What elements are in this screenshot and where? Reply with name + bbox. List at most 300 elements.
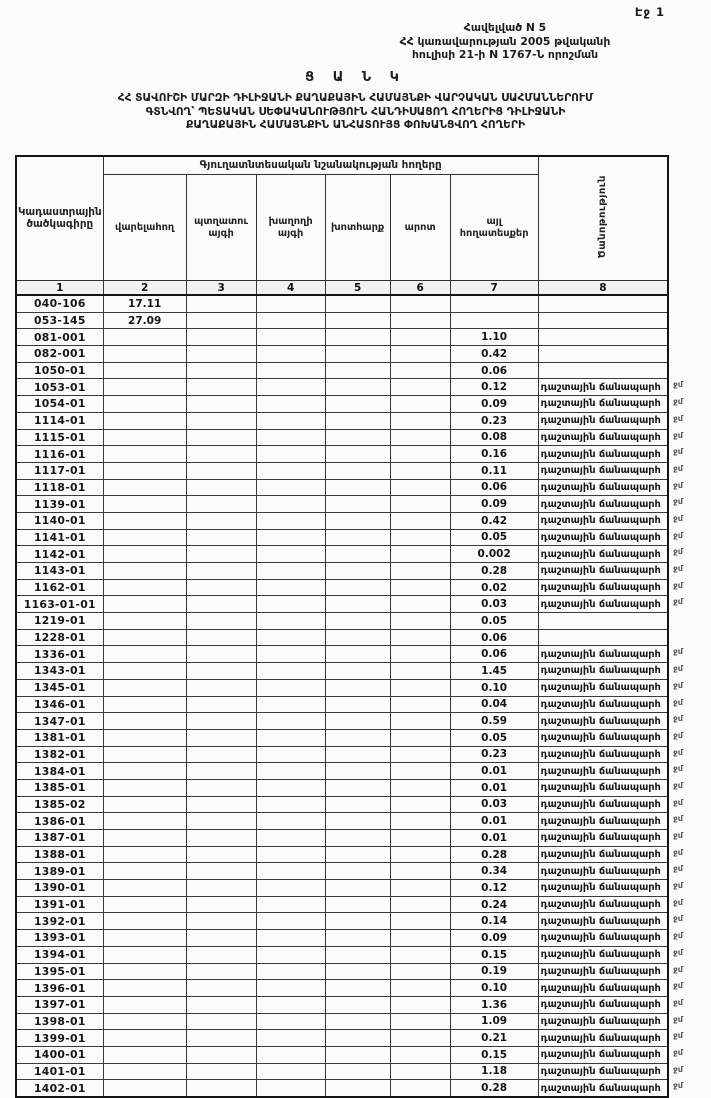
cell-note	[538, 512, 683, 529]
margin-scan-artifact: ջմ	[673, 730, 683, 740]
cell-note	[538, 679, 683, 696]
cell-arable-value	[103, 496, 186, 513]
cell-note	[538, 379, 683, 396]
cell-vineyard-value	[256, 1030, 325, 1047]
cell-pasture-value	[390, 1080, 450, 1097]
cell-orchard-value	[186, 429, 256, 446]
cell-note	[538, 1030, 683, 1047]
cell-arable-value	[103, 396, 186, 413]
cell-hayfield-value	[325, 496, 390, 513]
table-row	[16, 980, 668, 997]
margin-scan-artifact: ջմ	[673, 463, 683, 473]
cell-pasture-value	[390, 579, 450, 596]
cell-hayfield-value	[325, 796, 390, 813]
cell-pasture-value	[390, 362, 450, 379]
cell-arable-value	[103, 362, 186, 379]
cell-other-lands-value: 0.06	[450, 629, 538, 646]
cell-arable-value	[103, 613, 186, 630]
cell-arable-value	[103, 930, 186, 947]
column-number: 1	[16, 281, 103, 296]
cell-other-lands-value: 0.42	[450, 346, 538, 363]
cell-arable-value	[103, 763, 186, 780]
cell-hayfield-value	[325, 696, 390, 713]
cell-orchard-value	[186, 446, 256, 463]
cell-arable-value	[103, 729, 186, 746]
table-row	[16, 963, 668, 980]
cell-vineyard-value	[256, 1063, 325, 1080]
note-text: դաշտային ճանապարհ	[540, 965, 661, 977]
cell-orchard-value	[186, 329, 256, 346]
cell-pasture-value	[390, 446, 450, 463]
cell-orchard-value	[186, 679, 256, 696]
cell-orchard-value	[186, 312, 256, 329]
cell-hayfield-value	[325, 362, 390, 379]
cell-other-lands-value: 0.01	[450, 813, 538, 830]
cell-pasture-value	[390, 846, 450, 863]
cell-hayfield-value	[325, 546, 390, 563]
cell-hayfield-value	[325, 679, 390, 696]
cell-cadastral-code: 1392-01	[16, 913, 103, 930]
cell-orchard-value	[186, 663, 256, 680]
cell-cadastral-code: 1390-01	[16, 880, 103, 897]
cell-other-lands-value: 0.12	[450, 379, 538, 396]
cell-note	[538, 763, 683, 780]
cell-hayfield-value	[325, 880, 390, 897]
cell-hayfield-value	[325, 462, 390, 479]
note-text: դաշտային ճանապարհ	[540, 1065, 661, 1077]
cell-other-lands-value: 1.36	[450, 996, 538, 1013]
table-row	[16, 429, 668, 446]
cell-hayfield-value	[325, 963, 390, 980]
table-row	[16, 329, 668, 346]
cell-orchard-value	[186, 563, 256, 580]
cell-note	[538, 563, 683, 580]
cell-pasture-value	[390, 863, 450, 880]
cell-arable-value	[103, 1046, 186, 1063]
cell-arable-value	[103, 996, 186, 1013]
cell-orchard-value	[186, 496, 256, 513]
cell-other-lands-value: 0.42	[450, 512, 538, 529]
cell-note	[538, 930, 683, 947]
cell-hayfield-value	[325, 946, 390, 963]
cell-arable-value	[103, 863, 186, 880]
header-fruit-orchard: պտղատու այգի	[186, 175, 256, 281]
cell-arable-value	[103, 913, 186, 930]
cell-vineyard-value	[256, 696, 325, 713]
note-text: դաշտային ճանապարհ	[540, 865, 661, 877]
cell-pasture-value	[390, 830, 450, 847]
margin-scan-artifact: ջմ	[673, 747, 683, 757]
column-number-row	[16, 281, 668, 296]
cell-vineyard-value	[256, 295, 325, 312]
cell-arable-value	[103, 746, 186, 763]
table-row	[16, 1080, 668, 1097]
margin-scan-artifact: ջմ	[673, 931, 683, 941]
cell-cadastral-code: 1382-01	[16, 746, 103, 763]
cell-arable-value	[103, 629, 186, 646]
cell-other-lands-value: 0.02	[450, 579, 538, 596]
cell-cadastral-code: 1387-01	[16, 830, 103, 847]
note-text: դաշտային ճանապարհ	[540, 548, 661, 560]
note-text: դաշտային ճանապարհ	[540, 431, 661, 443]
cell-orchard-value	[186, 696, 256, 713]
cell-pasture-value	[390, 813, 450, 830]
cell-pasture-value	[390, 729, 450, 746]
cell-orchard-value	[186, 396, 256, 413]
cell-hayfield-value	[325, 629, 390, 646]
margin-scan-artifact: ջմ	[673, 380, 683, 390]
cell-hayfield-value	[325, 1013, 390, 1030]
cell-other-lands-value: 0.11	[450, 462, 538, 479]
note-text: դաշտային ճանապարհ	[540, 899, 661, 911]
cell-hayfield-value	[325, 579, 390, 596]
cell-cadastral-code: 1346-01	[16, 696, 103, 713]
margin-scan-artifact: ջմ	[673, 1031, 683, 1041]
cell-vineyard-value	[256, 863, 325, 880]
cell-hayfield-value	[325, 863, 390, 880]
cell-other-lands-value: 0.06	[450, 646, 538, 663]
note-text: դաշտային ճանապարհ	[540, 565, 661, 577]
cell-vineyard-value	[256, 629, 325, 646]
cell-cadastral-code: 1336-01	[16, 646, 103, 663]
note-text: դաշտային ճանապարհ	[540, 1015, 661, 1027]
cell-cadastral-code: 1391-01	[16, 896, 103, 913]
cell-hayfield-value	[325, 1080, 390, 1097]
cell-arable-value	[103, 579, 186, 596]
cell-vineyard-value	[256, 846, 325, 863]
margin-scan-artifact: ջմ	[673, 981, 683, 991]
cell-cadastral-code: 1398-01	[16, 1013, 103, 1030]
table-row	[16, 696, 668, 713]
cell-arable-value	[103, 830, 186, 847]
cell-other-lands-value: 0.09	[450, 496, 538, 513]
cell-other-lands-value: 0.21	[450, 1030, 538, 1047]
cell-cadastral-code: 1389-01	[16, 863, 103, 880]
cell-hayfield-value	[325, 295, 390, 312]
cell-orchard-value	[186, 913, 256, 930]
cell-other-lands-value: 0.10	[450, 679, 538, 696]
cell-note	[538, 830, 683, 847]
cell-cadastral-code: 1396-01	[16, 980, 103, 997]
cell-note	[538, 429, 683, 446]
cell-orchard-value	[186, 613, 256, 630]
table-row	[16, 746, 668, 763]
cell-cadastral-code: 1143-01	[16, 563, 103, 580]
cell-arable-value	[103, 446, 186, 463]
table-row	[16, 813, 668, 830]
cell-other-lands-value: 1.10	[450, 329, 538, 346]
note-text: դաշտային ճանապարհ	[540, 665, 661, 677]
appendix-line: ՀՀ կառավարության 2005 թվականի	[399, 34, 611, 48]
cell-other-lands-value: 0.28	[450, 563, 538, 580]
cell-note	[538, 779, 683, 796]
margin-scan-artifact: ջմ	[673, 413, 683, 423]
cell-orchard-value	[186, 546, 256, 563]
cell-pasture-value	[390, 1063, 450, 1080]
header-arable-land: վարելահող	[103, 175, 186, 281]
cell-hayfield-value	[325, 596, 390, 613]
cell-orchard-value	[186, 629, 256, 646]
cell-other-lands-value: 0.06	[450, 362, 538, 379]
cell-vineyard-value	[256, 880, 325, 897]
cell-hayfield-value	[325, 1046, 390, 1063]
cell-arable-value	[103, 546, 186, 563]
header-cadastral-code: Կադաստրային ծածկագիրը	[16, 156, 103, 281]
cell-hayfield-value	[325, 896, 390, 913]
cell-orchard-value	[186, 830, 256, 847]
margin-scan-artifact: ջմ	[673, 580, 683, 590]
cell-arable-value	[103, 1080, 186, 1097]
cell-other-lands-value: 0.01	[450, 779, 538, 796]
margin-scan-artifact: ջմ	[673, 647, 683, 657]
cell-orchard-value	[186, 646, 256, 663]
note-text: դաշտային ճանապարհ	[540, 682, 661, 694]
table-row	[16, 830, 668, 847]
table-row	[16, 312, 668, 329]
cell-orchard-value	[186, 462, 256, 479]
cell-note	[538, 880, 683, 897]
note-text: դաշտային ճանապարհ	[540, 498, 661, 510]
cell-vineyard-value	[256, 646, 325, 663]
cell-arable-value	[103, 1030, 186, 1047]
table-row	[16, 946, 668, 963]
cell-cadastral-code: 1163-01-01	[16, 596, 103, 613]
cell-orchard-value	[186, 796, 256, 813]
column-number: 4	[256, 281, 325, 296]
cell-cadastral-code: 040-106	[16, 295, 103, 312]
cell-other-lands-value: 0.03	[450, 596, 538, 613]
cell-vineyard-value	[256, 746, 325, 763]
cell-cadastral-code: 1347-01	[16, 713, 103, 730]
note-header-vertical-text: Ծանոթություն	[597, 175, 609, 259]
cell-vineyard-value	[256, 479, 325, 496]
cell-cadastral-code: 1054-01	[16, 396, 103, 413]
cell-vineyard-value	[256, 412, 325, 429]
note-text: դաշտային ճանապարհ	[540, 748, 661, 760]
margin-scan-artifact: ջմ	[673, 397, 683, 407]
cell-pasture-value	[390, 880, 450, 897]
cell-cadastral-code: 1139-01	[16, 496, 103, 513]
table-row	[16, 763, 668, 780]
margin-scan-artifact: ջմ	[673, 1064, 683, 1074]
cell-orchard-value	[186, 295, 256, 312]
cell-arable-value	[103, 1063, 186, 1080]
table-row	[16, 913, 668, 930]
cell-cadastral-code: 1219-01	[16, 613, 103, 630]
margin-scan-artifact: ջմ	[673, 780, 683, 790]
cell-arable-value	[103, 563, 186, 580]
note-text: դաշտային ճանապարհ	[540, 999, 661, 1011]
cell-note	[538, 596, 683, 613]
cell-pasture-value	[390, 529, 450, 546]
cell-orchard-value	[186, 963, 256, 980]
cell-vineyard-value	[256, 1013, 325, 1030]
cell-vineyard-value	[256, 1080, 325, 1097]
cell-arable-value	[103, 713, 186, 730]
note-text: դաշտային ճանապարհ	[540, 882, 661, 894]
margin-scan-artifact: ջմ	[673, 430, 683, 440]
cell-orchard-value	[186, 596, 256, 613]
cell-arable-value	[103, 596, 186, 613]
cell-cadastral-code: 1385-01	[16, 779, 103, 796]
cell-cadastral-code: 1400-01	[16, 1046, 103, 1063]
cell-vineyard-value	[256, 913, 325, 930]
cell-pasture-value	[390, 763, 450, 780]
cell-hayfield-value	[325, 479, 390, 496]
cell-cadastral-code: 1228-01	[16, 629, 103, 646]
cell-arable-value	[103, 529, 186, 546]
cell-cadastral-code: 1343-01	[16, 663, 103, 680]
cell-vineyard-value	[256, 1046, 325, 1063]
cell-other-lands-value: 0.59	[450, 713, 538, 730]
table-row	[16, 346, 668, 363]
margin-scan-artifact: ջմ	[673, 530, 683, 540]
note-text: դաշտային ճանապարհ	[540, 481, 661, 493]
cell-pasture-value	[390, 512, 450, 529]
cell-other-lands-value: 0.09	[450, 930, 538, 947]
cell-orchard-value	[186, 779, 256, 796]
cell-orchard-value	[186, 346, 256, 363]
note-text: դաշտային ճանապարհ	[540, 1049, 661, 1061]
cell-other-lands-value: 0.16	[450, 446, 538, 463]
margin-scan-artifact: ջմ	[673, 897, 683, 907]
cell-hayfield-value	[325, 429, 390, 446]
cell-other-lands-value: 1.18	[450, 1063, 538, 1080]
cell-vineyard-value	[256, 512, 325, 529]
cell-vineyard-value	[256, 396, 325, 413]
note-text: դաշտային ճանապարհ	[540, 582, 661, 594]
cell-pasture-value	[390, 412, 450, 429]
cell-note	[538, 446, 683, 463]
cell-pasture-value	[390, 629, 450, 646]
note-text: դաշտային ճանապարհ	[540, 732, 661, 744]
cell-note	[538, 646, 683, 663]
cell-cadastral-code: 1345-01	[16, 679, 103, 696]
cell-note	[538, 362, 668, 379]
cell-other-lands-value: 0.01	[450, 830, 538, 847]
cell-pasture-value	[390, 796, 450, 813]
cell-pasture-value	[390, 546, 450, 563]
cell-arable-value	[103, 346, 186, 363]
cell-arable-value	[103, 796, 186, 813]
land-transfer-table	[15, 155, 683, 1098]
cell-note	[538, 613, 668, 630]
cell-arable-value	[103, 479, 186, 496]
cell-hayfield-value	[325, 763, 390, 780]
cell-cadastral-code: 1118-01	[16, 479, 103, 496]
cell-note	[538, 663, 683, 680]
cell-note	[538, 746, 683, 763]
cell-cadastral-code: 1141-01	[16, 529, 103, 546]
cell-other-lands-value: 0.28	[450, 846, 538, 863]
cell-orchard-value	[186, 980, 256, 997]
cell-note	[538, 1063, 683, 1080]
cell-pasture-value	[390, 946, 450, 963]
cell-note	[538, 546, 683, 563]
table-row	[16, 396, 668, 413]
cell-cadastral-code: 1115-01	[16, 429, 103, 446]
cell-cadastral-code: 1402-01	[16, 1080, 103, 1097]
cell-cadastral-code: 1117-01	[16, 462, 103, 479]
cell-other-lands-value: 0.03	[450, 796, 538, 813]
margin-scan-artifact: ջմ	[673, 547, 683, 557]
cell-vineyard-value	[256, 429, 325, 446]
cell-cadastral-code: 1053-01	[16, 379, 103, 396]
cell-other-lands-value: 0.28	[450, 1080, 538, 1097]
margin-scan-artifact: ջմ	[673, 714, 683, 724]
note-text: դաշտային ճանապարհ	[540, 782, 661, 794]
document-title: Ց Ա Ն Կ	[305, 70, 406, 85]
table-row	[16, 479, 668, 496]
note-text: դաշտային ճանապարհ	[540, 398, 661, 410]
table-row	[16, 462, 668, 479]
margin-scan-artifact: ջմ	[673, 447, 683, 457]
cell-cadastral-code: 1386-01	[16, 813, 103, 830]
cell-arable-value	[103, 379, 186, 396]
cell-arable-value	[103, 679, 186, 696]
cell-pasture-value	[390, 613, 450, 630]
cell-arable-value: 27.09	[103, 312, 186, 329]
cell-cadastral-code: 1140-01	[16, 512, 103, 529]
cell-note	[538, 863, 683, 880]
table-row	[16, 596, 668, 613]
cell-orchard-value	[186, 713, 256, 730]
cell-note	[538, 796, 683, 813]
cell-orchard-value	[186, 1080, 256, 1097]
cell-pasture-value	[390, 963, 450, 980]
cell-hayfield-value	[325, 379, 390, 396]
cell-vineyard-value	[256, 763, 325, 780]
note-text: դաշտային ճանապարհ	[540, 715, 661, 727]
column-number: 7	[450, 281, 538, 296]
margin-scan-artifact: ջմ	[673, 997, 683, 1007]
note-text: դաշտային ճանապարհ	[540, 515, 661, 527]
cell-pasture-value	[390, 496, 450, 513]
cell-arable-value	[103, 963, 186, 980]
cell-vineyard-value	[256, 679, 325, 696]
table-row	[16, 529, 668, 546]
cell-note	[538, 1013, 683, 1030]
cell-pasture-value	[390, 696, 450, 713]
cell-note	[538, 412, 683, 429]
cell-note	[538, 946, 683, 963]
header-vineyard: խաղողի այգի	[256, 175, 325, 281]
cell-note	[538, 479, 683, 496]
cell-note	[538, 496, 683, 513]
margin-scan-artifact: ջմ	[673, 814, 683, 824]
margin-scan-artifact: ջմ	[673, 664, 683, 674]
cell-orchard-value	[186, 529, 256, 546]
cell-hayfield-value	[325, 529, 390, 546]
cell-arable-value	[103, 646, 186, 663]
cell-cadastral-code: 1142-01	[16, 546, 103, 563]
cell-orchard-value	[186, 896, 256, 913]
table-row	[16, 646, 668, 663]
cell-other-lands-value: 0.05	[450, 613, 538, 630]
cell-cadastral-code: 1162-01	[16, 579, 103, 596]
cell-other-lands-value: 0.09	[450, 396, 538, 413]
cell-vineyard-value	[256, 563, 325, 580]
cell-other-lands-value: 0.34	[450, 863, 538, 880]
note-text: դաշտային ճանապարհ	[540, 448, 661, 460]
cell-arable-value	[103, 663, 186, 680]
cell-orchard-value	[186, 930, 256, 947]
cell-hayfield-value	[325, 930, 390, 947]
table-row	[16, 512, 668, 529]
cell-hayfield-value	[325, 813, 390, 830]
cell-orchard-value	[186, 996, 256, 1013]
table-row	[16, 729, 668, 746]
